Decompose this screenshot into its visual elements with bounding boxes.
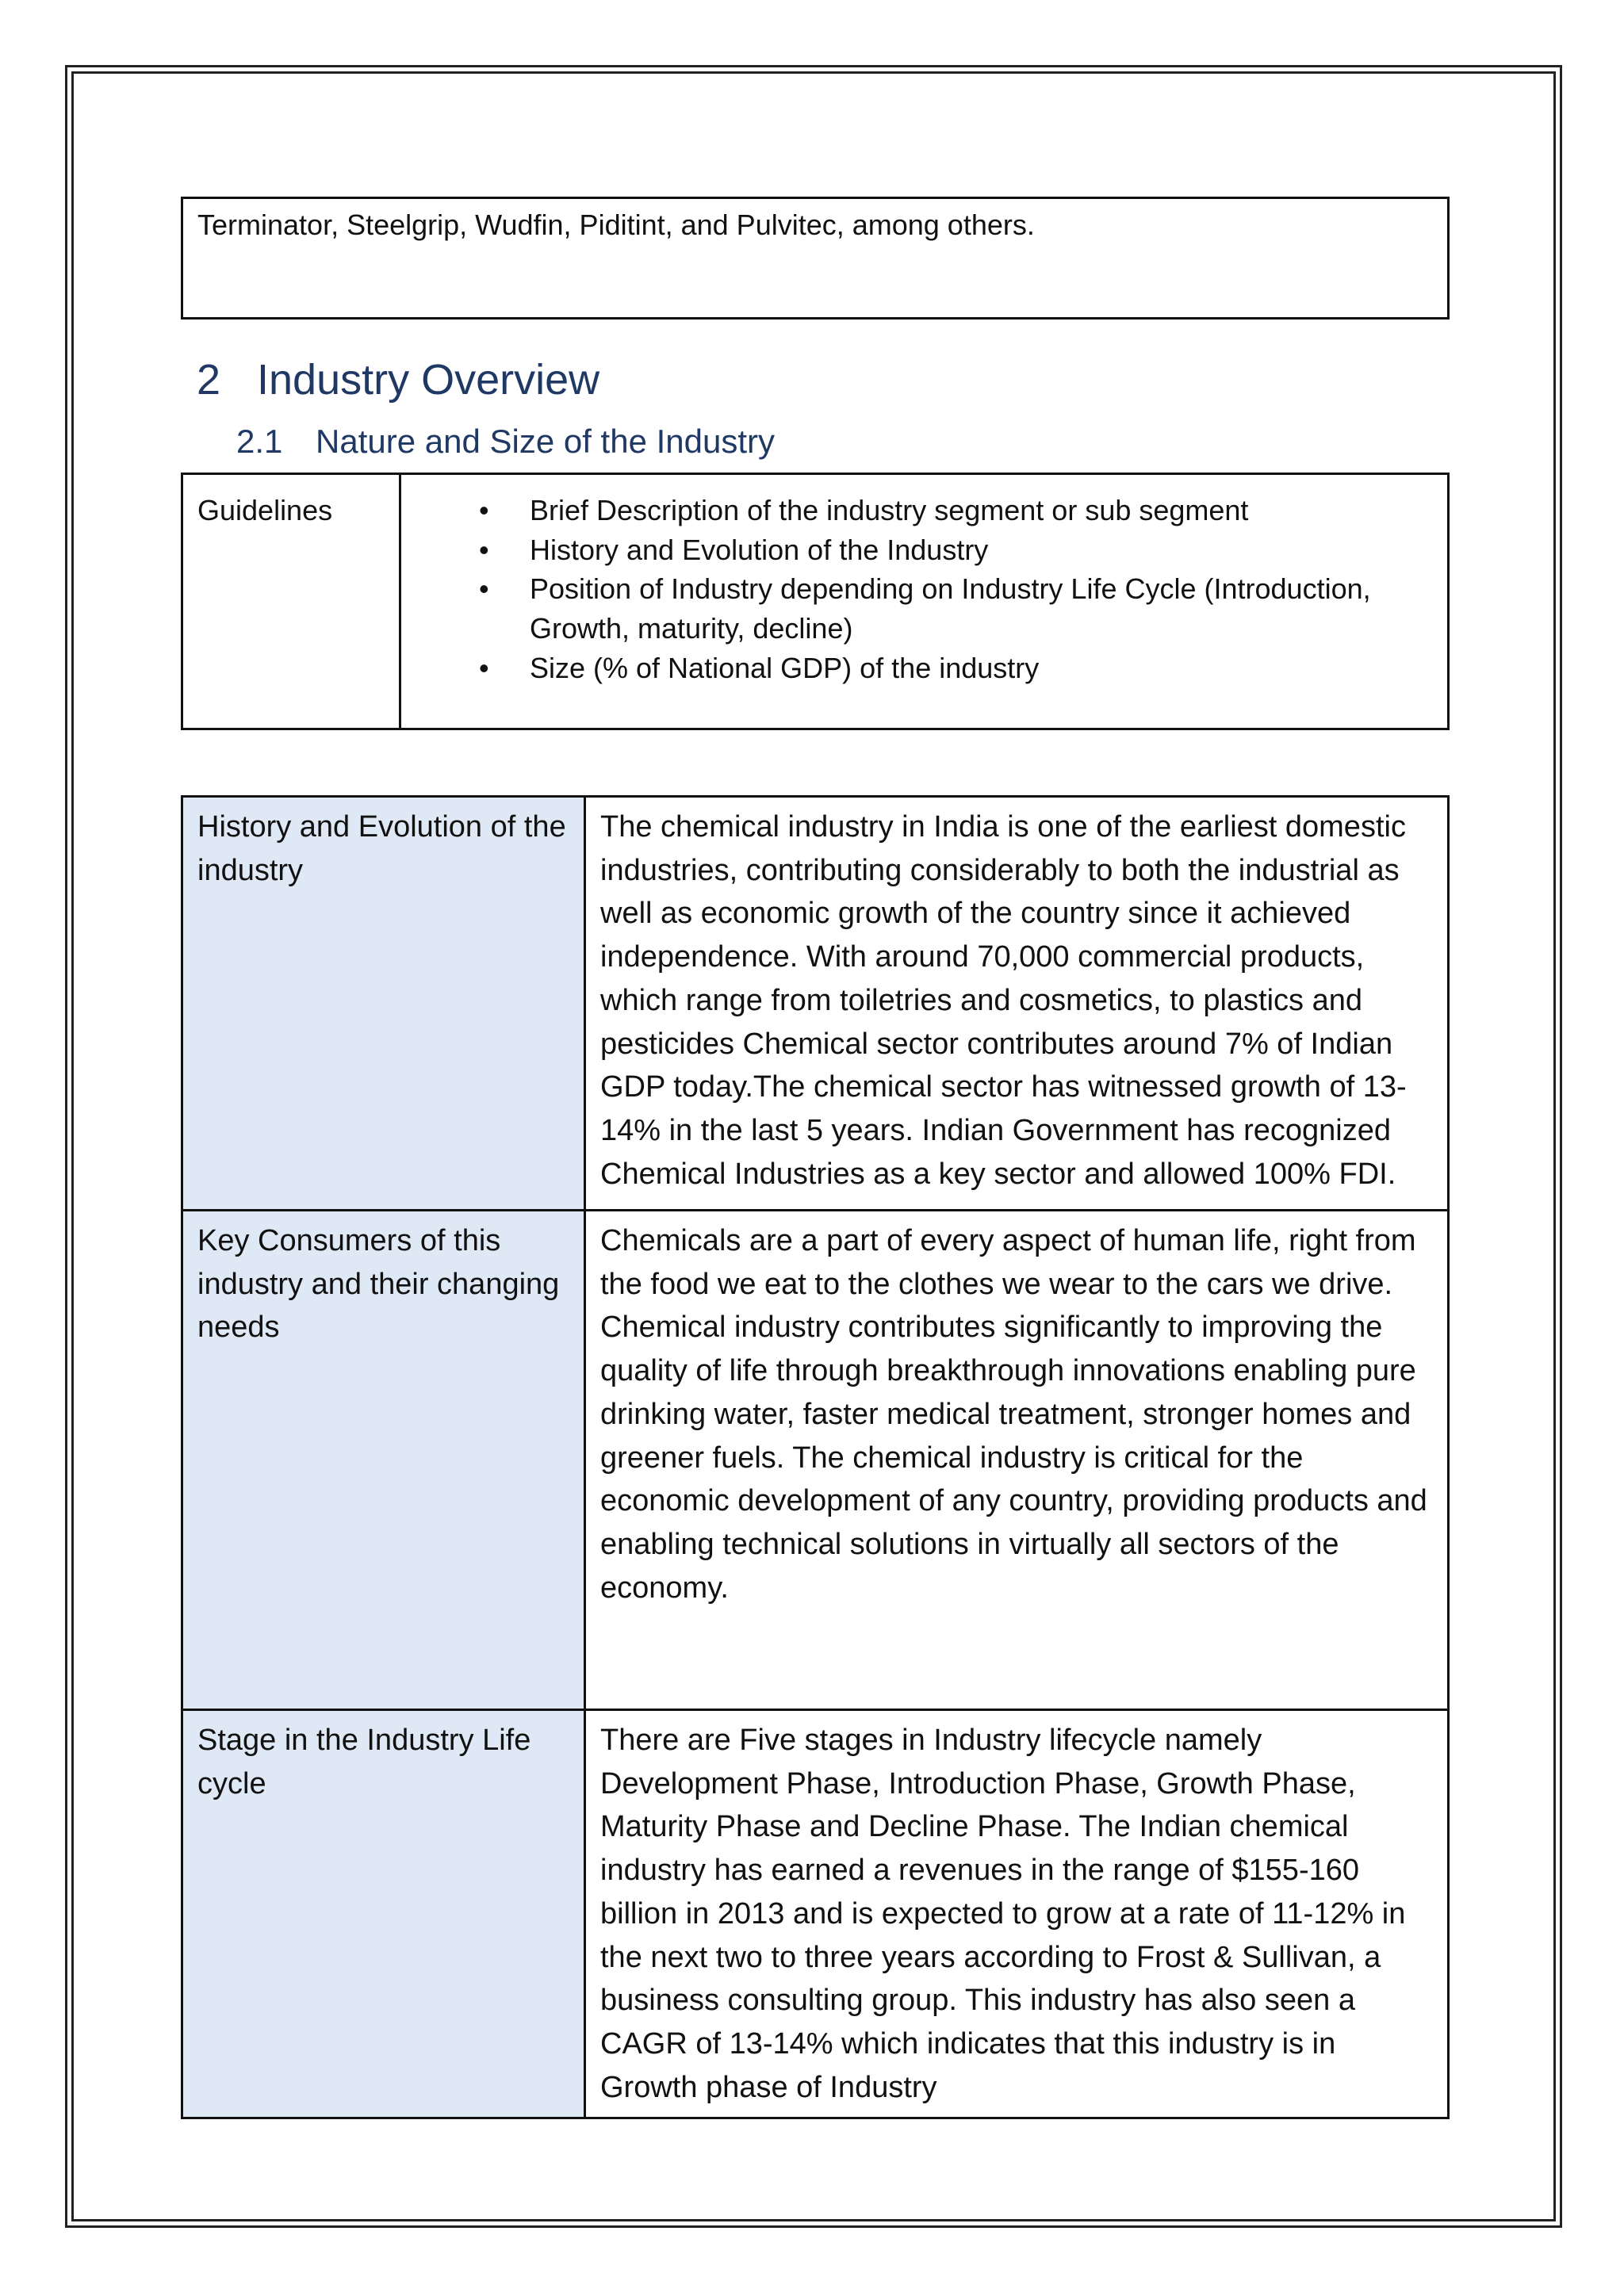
guidelines-table: [181, 473, 1450, 730]
guidelines-list: [416, 491, 1433, 687]
subsection-number: 2.1: [236, 423, 283, 460]
row-label-cell: [182, 797, 585, 1211]
continued-text: Terminator, Steelgrip, Wudfin, Piditint, and Pulvitec, among others.: [197, 209, 1035, 241]
industry-details-table: [181, 795, 1450, 2119]
table-row-history: [182, 797, 1449, 1211]
guidelines-list-cell: [400, 474, 1449, 729]
row-content: The chemical industry in India is one of the earliest domestic industries, contributing considerably to both the industrial as well as economic growth of the country since it achieved independence. With around 70,000 commercial products, which range from toiletries and cosmetics, to plastics and pesticides Chemical sector contributes around 7% of Indian GDP today.The chemical sector has witnessed growth of 13-14% in the last 5 years. Indian Government has recognized Chemical Industries as a key sector and allowed 100% FDI.: [600, 810, 1407, 1191]
row-content: There are Five stages in Industry lifecycle namely Development Phase, Introduction Phase, Growth Phase, Maturity Phase and Decline Phase. The Indian chemical industry has earned a revenues in the range of $155-160 billion in 2013 and is expected to grow at a rate of 11-12% in the next two to three years according to Frost & Sullivan, a business consulting group. This industry has also seen a CAGR of 13-14% which indicates that this industry is in Growth phase of Industry: [600, 1724, 1406, 2104]
row-label-cell: [182, 1211, 585, 1710]
row-content-cell: [585, 797, 1449, 1211]
guidelines-label-cell: [182, 474, 400, 729]
row-label: History and Evolution of the industry: [197, 810, 566, 887]
guideline-item: • Position of Industry depending on Industry Life Cycle (Introduction, Growth, maturity, decline): [416, 569, 1433, 648]
continued-table-cell: [181, 197, 1450, 320]
row-label-cell: [182, 1710, 585, 2118]
subsection-heading: [236, 423, 775, 461]
guidelines-label: Guidelines: [197, 494, 333, 526]
section-title: Industry Overview: [257, 356, 600, 404]
guideline-item: • Brief Description of the industry segment or sub segment: [416, 491, 1433, 530]
section-heading: [197, 355, 599, 404]
table-row-key-consumers: [182, 1211, 1449, 1710]
row-content-cell: [585, 1211, 1449, 1710]
guideline-item: • Size (% of National GDP) of the industry: [416, 649, 1433, 688]
subsection-title: Nature and Size of the Industry: [316, 423, 775, 460]
table-row-life-cycle: [182, 1710, 1449, 2118]
row-content-cell: [585, 1710, 1449, 2118]
guideline-item: • History and Evolution of the Industry: [416, 530, 1433, 570]
guidelines-row: [182, 474, 1449, 729]
section-number: 2: [197, 356, 221, 404]
row-label: Stage in the Industry Life cycle: [197, 1724, 531, 1800]
row-label: Key Consumers of this industry and their changing needs: [197, 1224, 560, 1345]
row-content: Chemicals are a part of every aspect of human life, right from the food we eat to the clothes we wear to the cars we drive. Chemical industry contributes significantly to improving the quality of life through breakthrough innovations enabling pure drinking water, faster medical treatment, stronger homes and greener fuels. The chemical industry is critical for the economic development of any country, providing products and enabling technical solutions in virtually all sectors of the economy.: [600, 1224, 1427, 1605]
